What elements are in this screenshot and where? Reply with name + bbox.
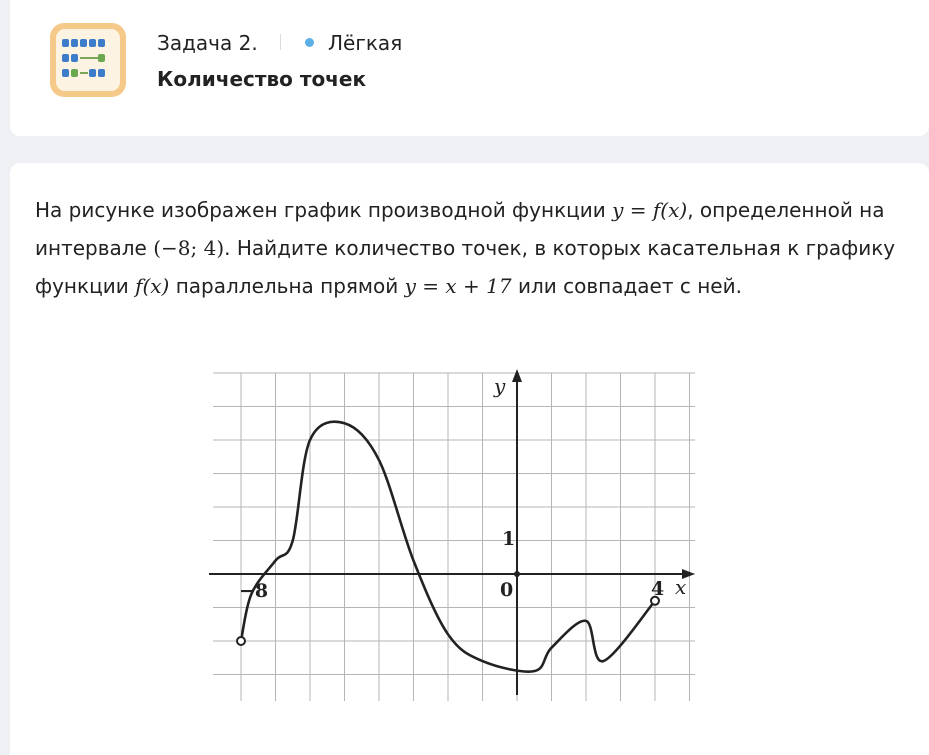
math-function: y = f(x) <box>612 198 688 222</box>
y-axis-label: y <box>494 374 506 398</box>
x-max-label: 4 <box>651 578 665 600</box>
task-title: Количество точек <box>157 67 367 91</box>
origin-label: 0 <box>500 579 514 601</box>
problem-text-part: параллельна прямой <box>169 274 405 298</box>
origin-point <box>514 571 520 577</box>
x-min-label: −8 <box>239 580 269 602</box>
task-number: Задача 2. <box>157 31 258 55</box>
problem-statement <box>35 191 905 305</box>
problem-text-part: , определенной на интервале <box>35 198 885 260</box>
abacus-icon <box>50 23 126 97</box>
problem-text-part: На рисунке изображен график производной функции <box>35 198 613 222</box>
grid <box>213 373 695 701</box>
math-fx: f(x) <box>135 274 170 298</box>
math-line: y = x + 17 <box>404 274 512 298</box>
problem-text-part: или совпадает с ней. <box>511 274 742 298</box>
problem-card <box>10 163 929 755</box>
y-axis-arrow-icon <box>512 369 522 382</box>
difficulty-dot-icon <box>305 38 314 47</box>
x-axis-label: x <box>675 575 687 599</box>
derivative-graph <box>209 365 701 705</box>
difficulty-label: Лёгкая <box>328 31 403 55</box>
problem-text-part: . Найдите количество точек, в которых касательная к графику функции <box>35 236 896 298</box>
open-endpoint-left <box>237 637 245 645</box>
task-header-card <box>10 0 929 136</box>
divider <box>280 34 281 50</box>
math-interval: (−8; 4) <box>153 236 225 260</box>
unit-label: 1 <box>502 528 516 550</box>
